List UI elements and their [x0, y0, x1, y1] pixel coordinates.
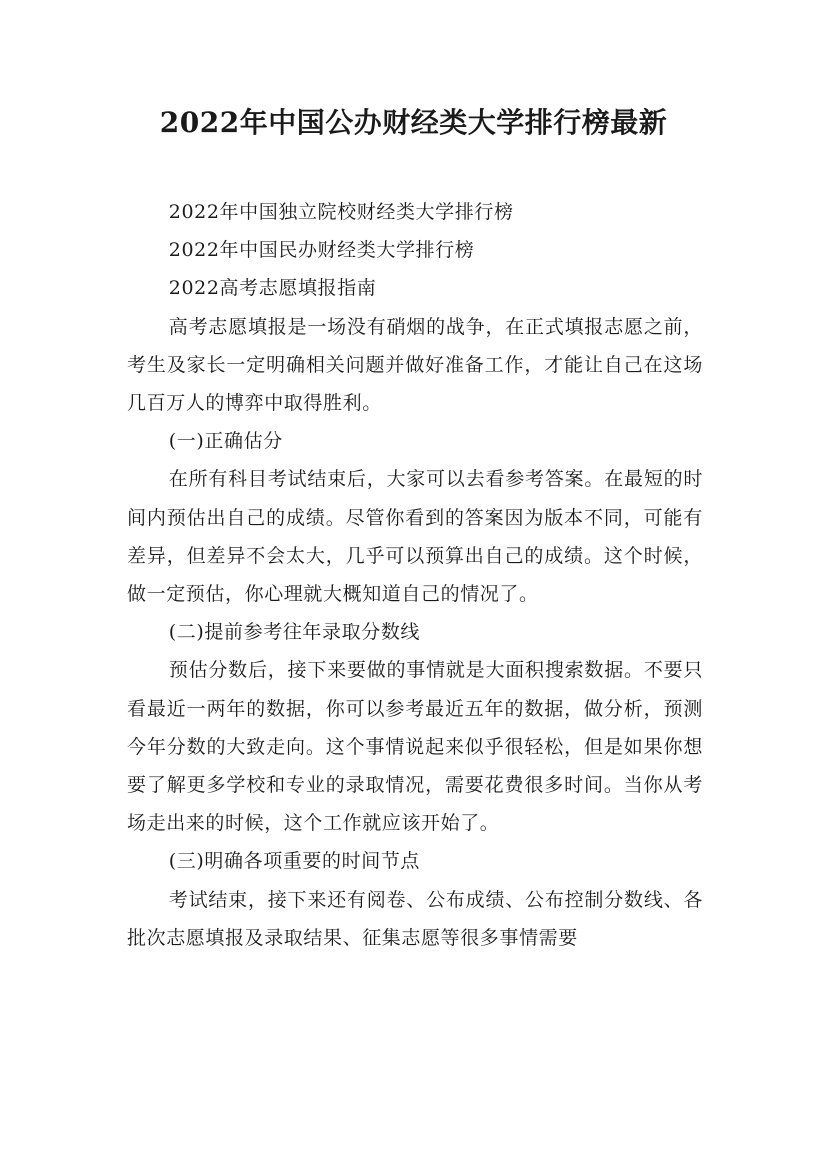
section-paragraph: 考试结束，接下来还有阅卷、公布成绩、公布控制分数线、各批次志愿填报及录取结果、征集志愿等很多事情需要: [127, 888, 703, 949]
section-paragraph: 预估分数后，接下来要做的事情就是大面积搜索数据。不要只看最近一两年的数据，你可以参考最近五年的数据，做分析，预测今年分数的大致走向。这个事情说起来似乎很轻松，但是如果你想要了解更多学校和专业的录取情况，需要花费很多时间。当你从考场走出来的时候，这个工作就应该开始了。: [127, 659, 703, 835]
section-heading: (三)明确各项重要的时间节点: [168, 850, 421, 873]
document-body: [127, 193, 703, 957]
related-article-link: 2022年中国民办财经类大学排行榜: [168, 239, 475, 262]
related-article-link: 2022高考志愿填报指南: [168, 277, 377, 300]
section-paragraph: 在所有科目考试结束后，大家可以去看参考答案。在最短的时间内预估出自己的成绩。尽管你看到的答案因为版本不同，可能有差异，但差异不会太大，几乎可以预算出自己的成绩。这个时候，做一定预估，你心理就大概知道自己的情况了。: [127, 468, 703, 606]
section-heading: (二)提前参考往年录取分数线: [168, 621, 421, 644]
intro-paragraph: 高考志愿填报是一场没有硝烟的战争，在正式填报志愿之前，考生及家长一定明确相关问题并做好准备工作，才能让自己在这场几百万人的博弈中取得胜利。: [127, 315, 703, 415]
document-title: 2022年中国公办财经类大学排行榜最新: [159, 106, 668, 139]
related-article-link: 2022年中国独立院校财经类大学排行榜: [168, 201, 514, 223]
section-heading: (一)正确估分: [168, 430, 283, 453]
